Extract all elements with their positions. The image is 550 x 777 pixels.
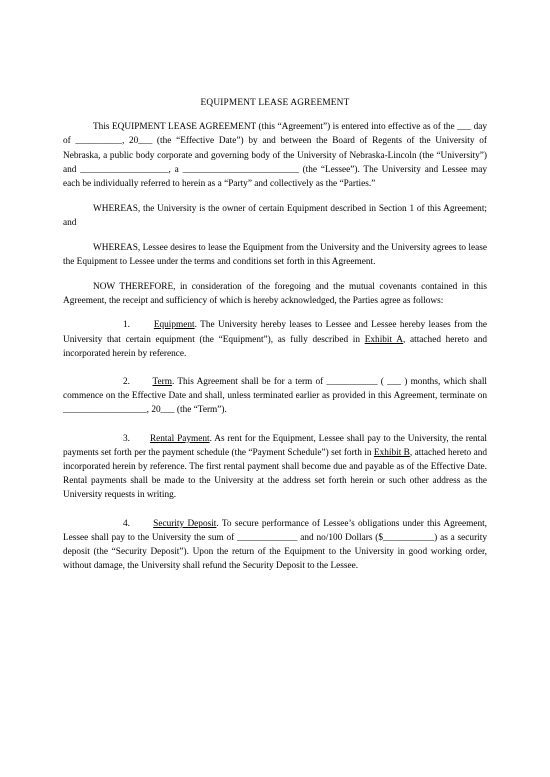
section-text: . To secure performance of Lessee’s obligations under this Agreement, Lessee shall pay to the University the sum of _____________ and no/100 Dollars ($___________) as a security deposit (the “Security Deposit”). Upon the return of the Equipment to the University in good working order, without damage, the University shall refund the Security Deposit to the Lessee. (63, 518, 487, 572)
section-number: 3. (123, 433, 130, 444)
section-heading: Rental Payment (149, 433, 210, 444)
section-number: 1. (123, 320, 130, 331)
section-text: , attached hereto and incorporated herein by reference. The first rental payment shall become due and payable as of the Effective Date. Rental payments shall be made to the University at the address set forth herein or such other address as the University requests in writing. (63, 447, 487, 501)
section-text: . The University hereby leases to Lessee and Lessee hereby leases from the University that certain equipment (the “Equipment”), as fully described in (63, 320, 487, 345)
exhibit-b-reference: Exhibit B (373, 447, 410, 458)
exhibit-a-reference: Exhibit A (364, 334, 403, 345)
whereas-paragraph-1: WHEREAS, the University is the owner of certain Equipment described in Section 1 of this Agreement; and (63, 203, 487, 228)
section-4-security-deposit (63, 517, 487, 574)
section-heading: Term (152, 377, 172, 388)
section-number: 4. (123, 518, 130, 529)
section-text: . This Agreement shall be for a term of ___________ ( ___ ) months, which shall commence on the Effective Date and shall, unless terminated earlier as provided in this Agreement, terminate on __________________, 20___ (the “Term”). (63, 377, 487, 416)
section-text: , attached hereto and incorporated herein by reference. (63, 334, 487, 359)
section-text: . As rent for the Equipment, Lessee shall pay to the University, the rental payments set forth per the payment schedule (the “Payment Schedule”) set forth in (63, 433, 487, 458)
intro-paragraph: This EQUIPMENT LEASE AGREEMENT (this “Agreement”) is entered into effective as of the ___ day of __________, 20___ (the “Effective Date”) by and between the Board of Regents of the University of Nebraska, a public body corporate and governing body of the University of Nebraska-Lincoln (the “University”) and ___________________, a _________________________ (the “Lessee”). The University and Lessee may each be individually referred to herein as a “Party” and collectively as the “Parties.” (63, 122, 487, 190)
section-2-term (63, 375, 487, 418)
now-therefore-paragraph: NOW THEREFORE, in consideration of the foregoing and the mutual covenants contained in this Agreement, the receipt and sufficiency of which is hereby acknowledged, the Parties agree as follows: (63, 281, 487, 306)
section-1-equipment (63, 318, 487, 361)
whereas-paragraph-2: WHEREAS, Lessee desires to lease the Equipment from the University and the University agrees to lease the Equipment to Lessee under the terms and conditions set forth in this Agreement. (63, 242, 487, 267)
section-3-rental-payment (63, 432, 487, 503)
section-number: 2. (123, 377, 130, 388)
section-heading: Security Deposit (153, 518, 217, 529)
document-title: EQUIPMENT LEASE AGREEMENT (200, 98, 350, 108)
section-heading: Equipment (153, 320, 195, 331)
